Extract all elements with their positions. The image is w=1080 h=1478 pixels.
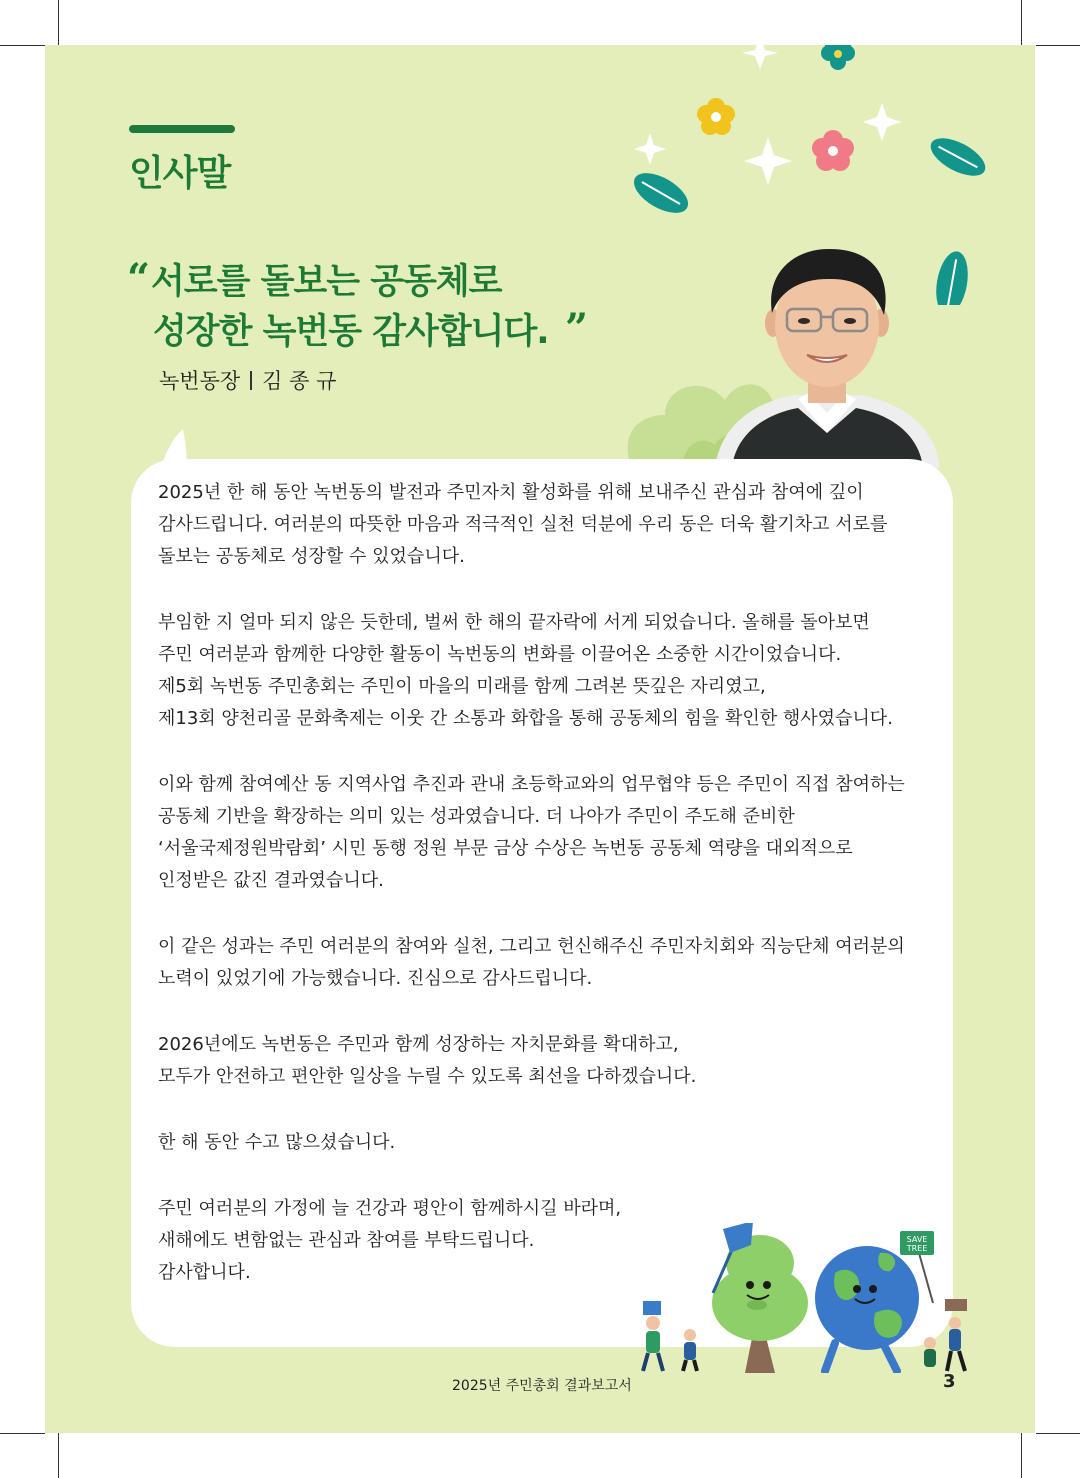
paragraph	[158, 931, 928, 995]
body-line: 2025년 한 해 동안 녹번동의 발전과 주민자치 활성화를 위해 보내주신 관심과 참여에 깊이	[158, 482, 864, 503]
body-line: 인정받은 값진 결과였습니다.	[158, 870, 384, 891]
paragraph	[158, 1029, 928, 1093]
body-line: 제13회 양천리골 문화축제는 이웃 간 소통과 화합을 통해 공동체의 힘을 확인한 행사였습니다.	[158, 708, 893, 729]
quote-open-mark: “	[127, 255, 151, 302]
sign-text: TREE	[906, 1244, 928, 1253]
quote-close-mark: ”	[565, 305, 589, 352]
paragraph	[158, 769, 928, 897]
body-line: ‘서울국제정원박람회’ 시민 동행 정원 부문 금상 수상은 녹번동 공동체 역량을 대외적으로	[158, 838, 853, 859]
byline	[159, 365, 336, 395]
crop-mark	[0, 45, 45, 46]
headline-line: 성장한 녹번동 감사합니다.	[153, 312, 549, 352]
body-line: 새해에도 변함없는 관심과 참여를 부탁드립니다.	[158, 1230, 535, 1251]
sign-text: SAVE	[906, 1235, 928, 1244]
paragraph	[158, 607, 928, 735]
title-accent-bar	[129, 125, 235, 133]
body-line: 주민 여러분의 가정에 늘 건강과 평안이 함께하시길 바라며,	[158, 1198, 622, 1219]
save-tree-illustration	[635, 1223, 975, 1373]
byline-name: 김 종 규	[262, 369, 337, 393]
report-title: 2025년 주민총회 결과보고서	[452, 1378, 632, 1394]
headline-quote	[151, 257, 549, 357]
crop-mark	[1021, 0, 1022, 46]
body-line: 한 해 동안 수고 많으셨습니다.	[158, 1132, 396, 1153]
body-line: 2026년에도 녹번동은 주민과 함께 성장하는 자치문화를 확대하고,	[158, 1034, 679, 1055]
portrait-photo	[710, 243, 945, 468]
paragraph	[158, 1127, 928, 1159]
page	[45, 45, 1035, 1433]
body-line: 모두가 안전하고 편안한 일상을 누릴 수 있도록 최선을 다하겠습니다.	[158, 1066, 697, 1087]
page-number: 3	[943, 1371, 956, 1392]
body-line: 이 같은 성과는 주민 여러분의 참여와 실천, 그리고 헌신해주신 주민자치회와 직능단체 여러분의	[158, 936, 905, 957]
message-body	[158, 477, 928, 1323]
headline-line: 서로를 돌보는 공동체로	[151, 262, 502, 302]
crop-mark	[1036, 45, 1080, 46]
body-line: 주민 여러분과 함께한 다양한 활동이 녹번동의 변화를 이끌어온 소중한 시간이었습니다.	[158, 644, 842, 665]
body-line: 제5회 녹번동 주민총회는 주민이 마을의 미래를 함께 그려본 뜻깊은 자리였고,	[158, 676, 766, 697]
body-line: 이와 함께 참여예산 동 지역사업 추진과 관내 초등학교와의 업무협약 등은 주민이 직접 참여하는	[158, 774, 905, 795]
body-line: 감사합니다.	[158, 1262, 251, 1283]
body-line: 부임한 지 얼마 되지 않은 듯한데, 벌써 한 해의 끝자락에 서게 되었습니다. 올해를 돌아보면	[158, 612, 870, 633]
crop-mark	[58, 1433, 59, 1478]
crop-mark	[0, 1433, 45, 1434]
page-title: 인사말	[129, 153, 231, 194]
byline-position: 녹번동장	[159, 369, 241, 393]
crop-mark	[1021, 1433, 1022, 1478]
body-line: 노력이 있었기에 가능했습니다. 진심으로 감사드립니다.	[158, 968, 593, 989]
paragraph	[158, 477, 928, 573]
byline-divider	[250, 371, 252, 390]
body-line: 공동체 기반을 확장하는 의미 있는 성과였습니다. 더 나아가 주민이 주도해 준비한	[158, 806, 795, 827]
crop-mark	[1036, 1433, 1080, 1434]
crop-mark	[58, 0, 59, 46]
body-line: 감사드립니다. 여러분의 따뜻한 마음과 적극적인 실천 덕분에 우리 동은 더욱 활기차고 서로를	[158, 514, 888, 535]
body-line: 돌보는 공동체로 성장할 수 있었습니다.	[158, 546, 465, 567]
